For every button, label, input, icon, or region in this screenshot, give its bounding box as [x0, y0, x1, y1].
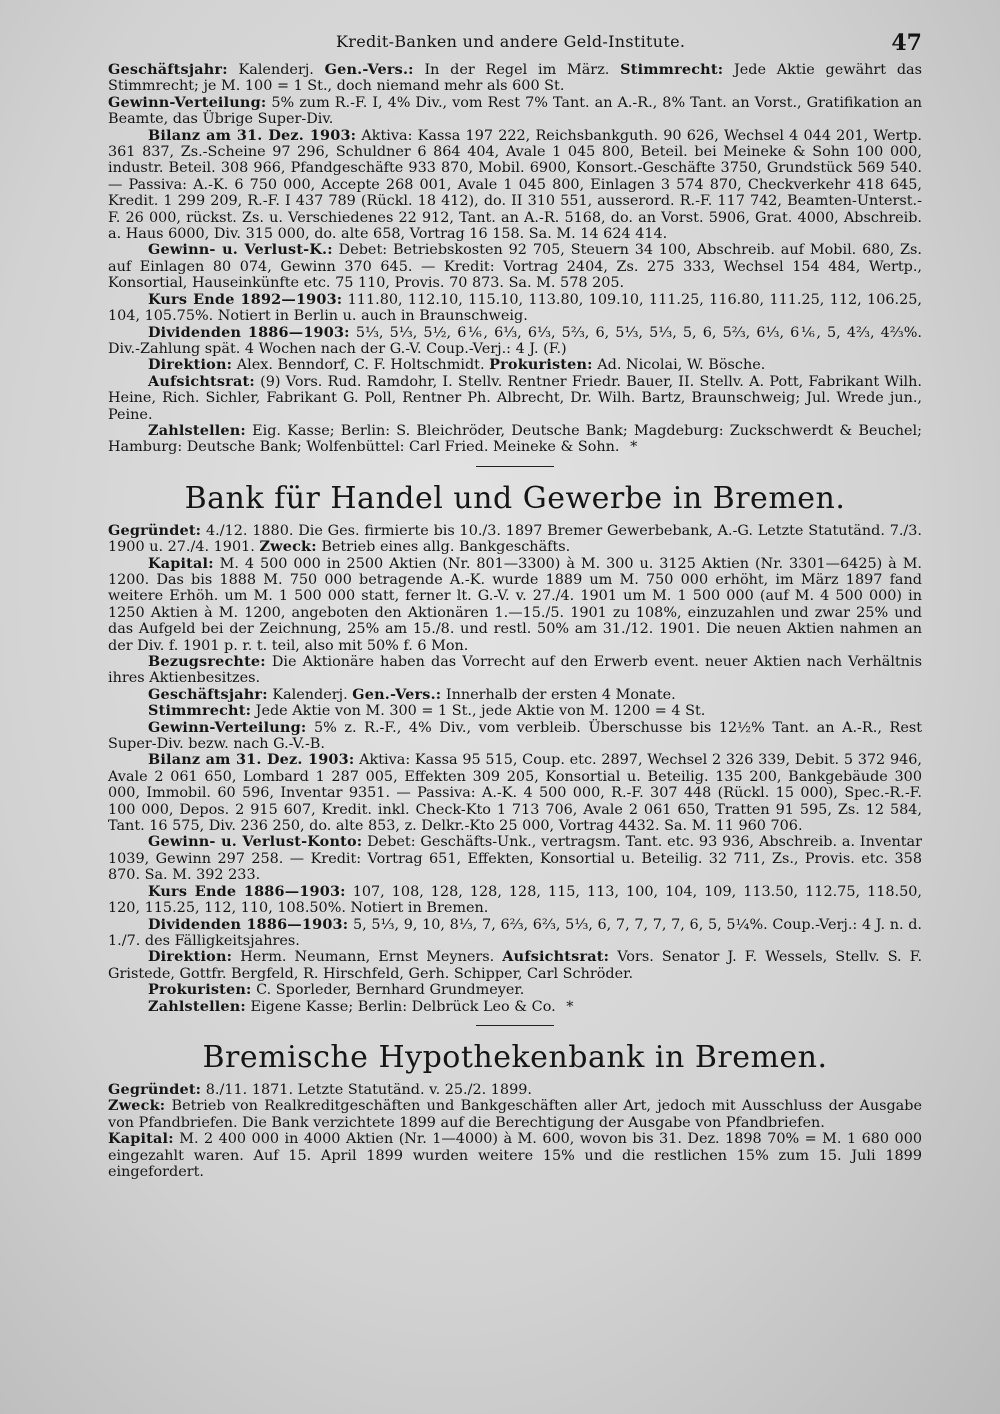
text: 5% z. R.-F., 4% Div., vom verbleib. Überschusse bis 12½% Tant. an A.-R., Rest Super-Div. bezw. nach G.-V.-B. — [108, 719, 922, 753]
label-kurs: Kurs Ende 1892—1903: — [148, 290, 343, 308]
label-gegruendet: Gegründet: — [108, 521, 202, 539]
text: Kalenderj. — [238, 62, 314, 78]
text: Jede Aktie gewährt das Stimmrecht; je M. 100 = 1 St., doch niemand mehr als 600 St. — [108, 62, 923, 95]
label-zahlstellen: Zahlstellen: — [148, 421, 246, 439]
label-direktion: Direktion: — [148, 948, 233, 966]
text: 5% zum R.-F. I, 4% Div., vom Rest 7% Tant. an A.-R., 8% Tant. an Vorst., Gratifikation an Beamte, das Übrige Super-Div. — [108, 94, 923, 128]
text: Die Aktionäre haben das Vorrecht auf den Erwerb event. neuer Aktien nach Verhältnis ihres Aktienbesitzes. — [108, 654, 922, 687]
text: 5, 5⅓, 9, 10, 8⅓, 7, 6⅔, 6⅔, 5⅓, 6, 7, 7, 7, 7, 6, 5, 5¼%. Coup.-Verj.: 4 J. n. d. 1./7. des Fälligkeitsjahres. — [108, 916, 923, 949]
text: M. 4 500 000 in 2500 Aktien (Nr. 801—3300) à M. 300 u. 3125 Aktien (Nr. 3301—6425) à M. 1200. Das bis 1888 M. 750 000 betragende A.-K. wurde 1889 um M. 750 000 erhöht, im März 1897 fand weitere Erhöh. um M. 1 500 000 statt, ferner lt. G.-V. v. 27./4. 1901 um M. 1 500 000 (auf M. 4 500 000) in 1250 Aktien à M. 1200, angeboten den Aktionären 1.—15./5. 1901 zu 108%, einzuzahlen und zwar 25% und das Aufgeld bei der Zeichnung, 25% am 15./8. und restl. 50% am 31./12. 1901. Die neuen Aktien nahmen an der Div. f. 1901 p. r. t. teil, also mit 50% f. 6 Mon. — [108, 555, 923, 654]
label-stimmrecht: Stimmrecht: — [148, 702, 252, 720]
paragraph — [108, 357, 922, 373]
entry-bremische-hypothekenbank — [108, 1040, 922, 1180]
text: Eigene Kasse; Berlin: Delbrück Leo & Co. — [250, 998, 556, 1015]
label-geschaeftsjahr: Geschäftsjahr: — [108, 61, 228, 78]
label-bezugsrechte: Bezugsrechte: — [148, 653, 266, 670]
label-kurs: Kurs Ende 1886—1903: — [148, 882, 346, 900]
label-stimmrecht: Stimmrecht: — [620, 61, 724, 78]
label-geschaeftsjahr: Geschäftsjahr: — [148, 685, 268, 703]
paragraph — [108, 982, 922, 998]
text: Aktiva: Kassa 95 515, Coup. etc. 2897, Wechsel 2 326 339, Debit. 5 372 946, Avale 2 061 650, Lombard 1 287 005, Effekten 309 205, Konsortial u. Beteilig. 135 200, Bankgebäude 300 000, Immobil. 60 596, Inventar 9351. — Passiva: A.-K. 4 500 000, R.-F. 307 448 (Rückl. 15 000), Spec.-R.-F. 100 000, Depos. 2 915 607, Kredit. inkl. Check-Kto 1 713 706, Avale 2 061 650, Tratten 91 595, Zs. 12 584, Tant. 16 575, Div. 236 250, do. alte 853, z. Delkr.-Kto 25 000, Vortrag 4432. Sa. M. 11 960 706. — [108, 752, 923, 835]
paragraph — [108, 556, 922, 654]
text: Ad. Nicolai, W. Bösche. — [597, 357, 766, 374]
label-direktion: Direktion: — [148, 356, 233, 374]
label-zahlstellen: Zahlstellen: — [148, 997, 246, 1015]
paragraph — [108, 687, 922, 703]
separator-rule — [476, 1025, 554, 1026]
paragraph — [108, 752, 922, 834]
label-zweck: Zweck: — [259, 538, 317, 556]
label-aufsichtsrat: Aufsichtsrat: — [148, 372, 255, 390]
label-bilanz: Bilanz am 31. Dez. 1903: — [148, 751, 355, 769]
text: 107, 108, 128, 128, 128, 115, 113, 100, 104, 109, 113.50, 112.75, 118.50, 120, 115.25, 112, 110, 108.50%. Notiert in Bremen. — [108, 883, 922, 917]
text: M. 2 400 000 in 4000 Aktien (Nr. 1—4000) à M. 600, wovon bis 31. Dez. 1898 70% = M. 1 680 000 eingezahlt waren. Auf 15. April 1899 wurden weitere 15% und die restlichen 15% zum 15. Juli 1899 eingefordert. — [108, 1131, 923, 1180]
text: Herm. Neumann, Ernst Meyners. — [240, 949, 495, 966]
label-gegruendet: Gegründet: — [108, 1080, 202, 1098]
label-gen-vers: Gen.-Vers.: — [352, 685, 442, 703]
text: C. Sporleder, Bernhard Grundmeyer. — [256, 982, 525, 999]
text: Innerhalb der ersten 4 Monate. — [445, 686, 676, 703]
text: Alex. Benndorf, C. F. Holtschmidt. — [236, 357, 485, 374]
paragraph — [108, 949, 922, 982]
text: (9) Vors. Rud. Ramdohr, I. Stellv. Rentner Friedr. Bauer, II. Stellv. A. Pott, Fabrikant Wilh. Heine, Rich. Sichler, Fabrikant G. Poll, Rentner Ph. Albrecht, Dr. Wilh. Bartz, Braunschweig; Jul. Wrede jun., Peine. — [108, 373, 922, 423]
paragraph — [108, 1131, 922, 1180]
text: Vors. Senator J. F. Wessels, Stellv. S. F. Gristede, Gottfr. Bergfeld, R. Hirschfeld, Gerh. Schipper, Carl Schröder. — [108, 949, 923, 982]
bank-title: Bank für Handel und Gewerbe in Bremen. — [184, 480, 846, 516]
label-prokuristen: Prokuristen: — [148, 981, 252, 999]
label-gewinn-verteilung: Gewinn-Verteilung: — [148, 718, 307, 736]
text: Jede Aktie von M. 300 = 1 St., jede Aktie von M. 1200 = 4 St. — [255, 703, 706, 720]
label-gen-vers: Gen.-Vers.: — [324, 61, 414, 78]
paragraph — [108, 654, 922, 687]
label-dividenden: Dividenden 1886—1903: — [148, 915, 349, 933]
paragraph — [108, 242, 922, 291]
text: In der Regel im März. — [424, 62, 610, 78]
label-dividenden: Dividenden 1886—1903: — [148, 323, 350, 341]
paragraph — [108, 1098, 922, 1131]
text: Aktiva: Kassa 197 222, Reichsbankguth. 90 626, Wechsel 4 044 201, Wertp. 361 837, Zs.-Scheine 97 296, Schuldner 6 864 404, Avale 1 045 800, Beteil. bei Meineke & Sohn 100 000, industr. Beteil. 308 966, Pfandgeschäfte 933 870, Mobil. 6900, Konsort.-Geschäfte 3750, Grundstück 569 540. — Passiva: A.-K. 6 750 000, Accepte 268 001, Avale 1 045 800, Einlagen 3 574 870, Checkverkehr 418 645, Kredit. 1 299 209, R.-F. I 437 789 (Rückl. 18 412), do. II 310 551, ausserord. R.-F. 117 742, Beamten-Unterst.-F. 26 000, rückst. Zs. u. Verschiedenes 22 912, Tant. an A.-R. 5168, do. an Vorst. 5906, Grat. 4000, Abschreib. a. Haus 6000, Div. 315 000, do. alte 658, Vortrag 16 158. Sa. M. 14 624 414. — [108, 127, 923, 243]
running-title: Kredit-Banken und andere Geld-Institute. — [336, 32, 686, 51]
text: Debet: Betriebskosten 92 705, Steuern 34 100, Abschreib. auf Mobil. 680, Zs. auf Einlagen 80 074, Gewinn 370 645. — Kredit: Vortrag 2404, Zs. 275 333, Wechsel 154 484, Wertp., Konsortial, Hauseinkünfte etc. 75 110, Provis. 70 873. Sa. M. 578 205. — [108, 242, 923, 292]
page-number: 47 — [891, 30, 922, 56]
text: Eig. Kasse; Berlin: S. Bleichröder, Deutsche Bank; Magdeburg: Zuckschwerdt & Beuchel; Hamburg: Deutsche Bank; Wolfenbüttel: Carl Fried. Meineke & Sohn. — [108, 422, 923, 456]
paragraph — [108, 834, 922, 883]
paragraph — [108, 128, 922, 243]
paragraph — [108, 423, 922, 456]
label-gewinn-verteilung: Gewinn-Verteilung: — [108, 93, 267, 111]
end-star: * — [566, 998, 574, 1015]
label-prokuristen: Prokuristen: — [489, 356, 593, 374]
paragraph — [108, 292, 922, 325]
text: Betrieb von Realkreditgeschäften und Bankgeschäften aller Art, jedoch mit Ausschluss der Ausgabe von Pfandbriefen. Die Bank verzichtete 1899 auf die Berechtigung der Ausgabe von Pfandbriefen. — [108, 1098, 922, 1131]
label-gewinn-verlust: Gewinn- u. Verlust-K.: — [148, 241, 333, 259]
paragraph — [108, 917, 922, 950]
text: Kalenderj. — [272, 686, 348, 703]
text: 4./12. 1880. Die Ges. firmierte bis 10./3. 1897 Bremer Gewerbebank, A.-G. Letzte Statutänd. 7./3. 1900 u. 27./4. 1901. — [108, 522, 923, 556]
label-zweck: Zweck: — [108, 1097, 166, 1115]
paragraph — [108, 1082, 922, 1098]
paragraph — [108, 884, 922, 917]
label-bilanz: Bilanz am 31. Dez. 1903: — [148, 126, 357, 144]
end-star: * — [630, 439, 638, 456]
paragraph — [108, 703, 922, 719]
text: Debet: Geschäfts-Unk., vertragsm. Tant. etc. 93 936, Abschreib. a. Inventar 1039, Gewinn 297 258. — Kredit: Vortrag 651, Effekten, Konsortial u. Beteilig. 32 711, Zs., Provis. etc. 358 870. Sa. M. 392 233. — [108, 834, 923, 884]
label-kapital: Kapital: — [108, 1130, 174, 1148]
paragraph — [108, 523, 922, 556]
paragraph — [108, 325, 922, 358]
bank-title: Bremische Hypothekenbank in Bremen. — [202, 1039, 828, 1075]
separator-rule — [476, 466, 554, 467]
paragraph — [108, 720, 922, 753]
paragraph — [108, 95, 922, 128]
paragraph — [108, 999, 922, 1015]
label-kapital: Kapital: — [148, 554, 214, 572]
running-header — [108, 30, 922, 62]
entry-braunschweig-bank — [108, 62, 922, 456]
paragraph — [108, 374, 922, 423]
text: Betrieb eines allg. Bankgeschäfts. — [321, 539, 571, 556]
entry-bank-handel-gewerbe — [108, 481, 922, 1015]
text: 8./11. 1871. Letzte Statutänd. v. 25./2. 1899. — [205, 1081, 532, 1098]
text: 111.80, 112.10, 115.10, 113.80, 109.10, 111.25, 116.80, 111.25, 112, 106.25, 104, 105.75%. Notiert in Berlin u. auch in Braunschweig. — [108, 291, 922, 325]
text: 5⅓, 5⅓, 5½, 6⅙, 6⅓, 6⅓, 5⅔, 6, 5⅓, 5⅓, 5, 6, 5⅔, 6⅓, 6⅙, 5, 4⅔, 4⅔%. Div.-Zahlung spät. 4 Wochen nach der G.-V. Coup.-Verj.: 4 J. (F.) — [108, 324, 923, 357]
label-gewinn-verlust: Gewinn- u. Verlust-Konto: — [148, 833, 363, 851]
paragraph — [108, 62, 922, 95]
label-aufsichtsrat: Aufsichtsrat: — [502, 948, 610, 966]
